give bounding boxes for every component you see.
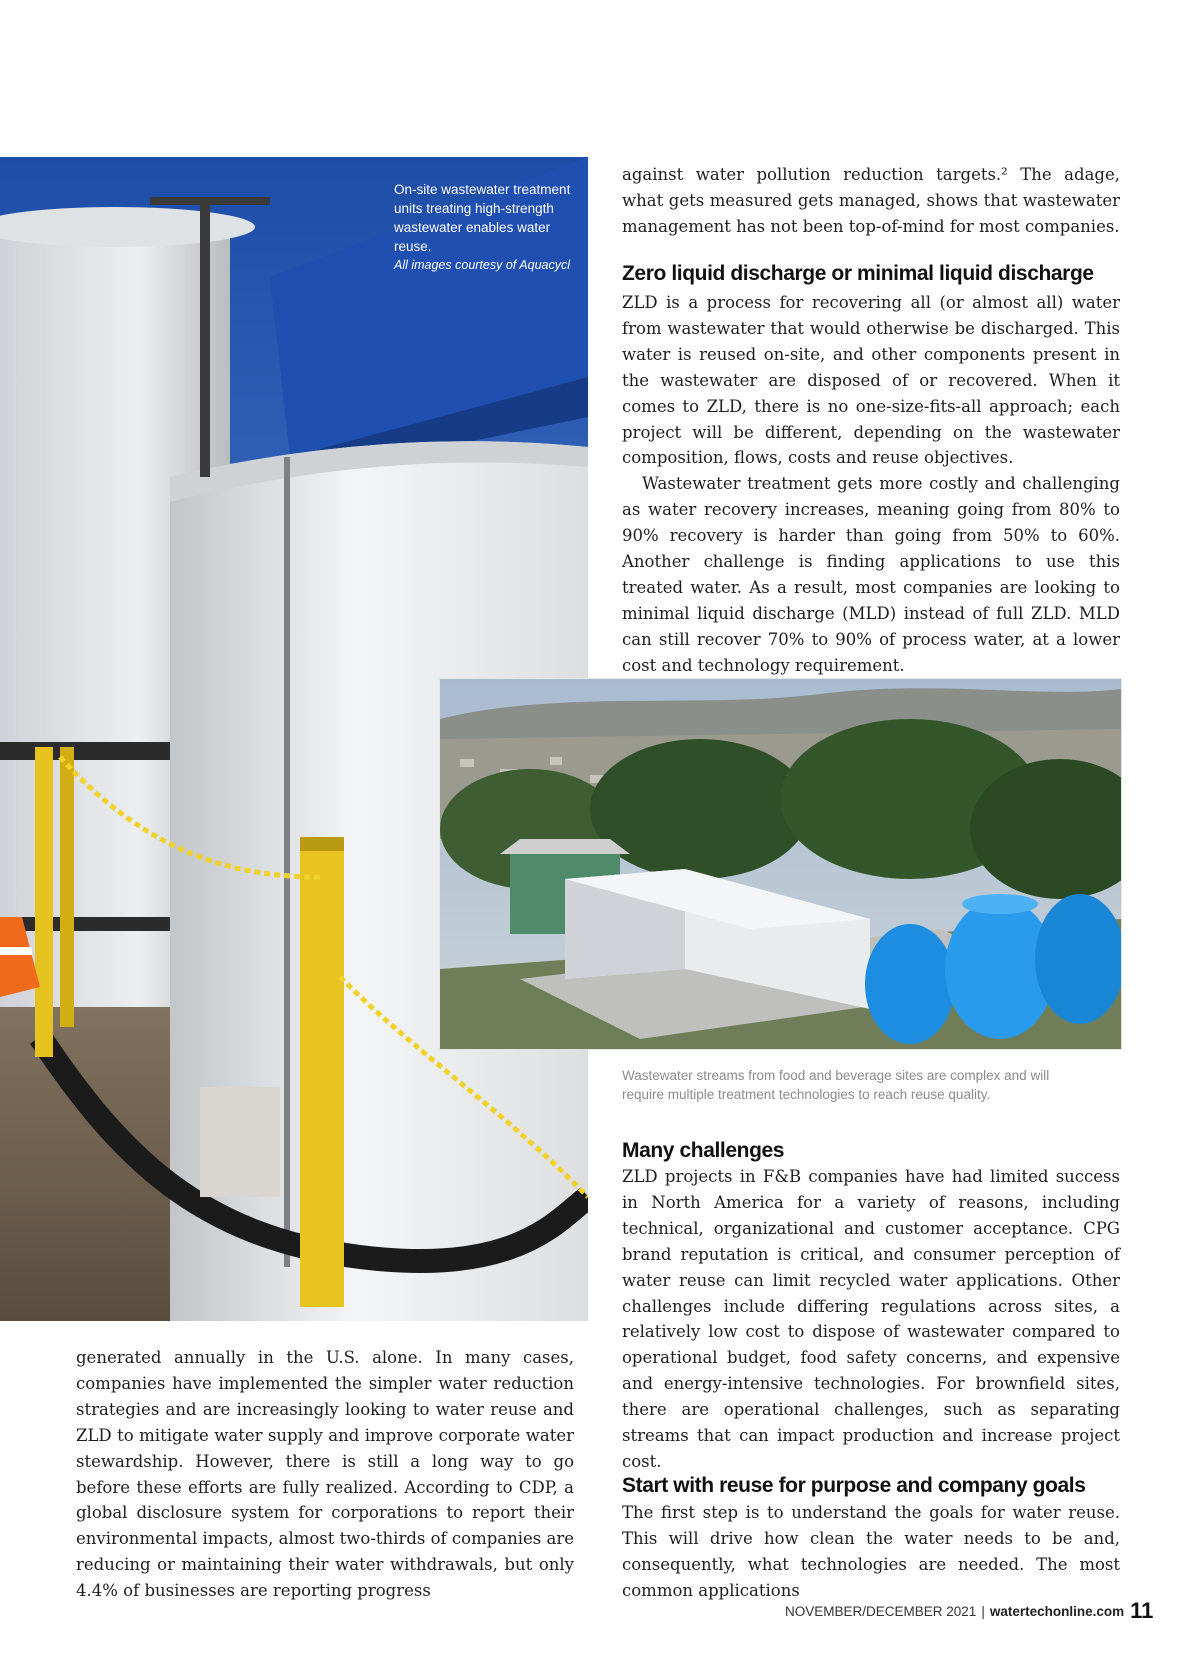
left-column <box>76 1345 574 1604</box>
footer-separator: | <box>981 1604 985 1619</box>
heading-start-with-reuse: Start with reuse for purpose and company goals <box>622 1474 1086 1497</box>
heading-many-challenges: Many challenges <box>622 1139 785 1162</box>
issue-date: NOVEMBER/DECEMBER 2021 <box>785 1604 977 1619</box>
caption-text: On-site wastewater treatment units treating high-strength wastewater enables water reuse. <box>394 182 571 254</box>
photo-caption-containers: Wastewater streams from food and beverage sites are complex and will require multiple treatment technologies to reach reuse quality. <box>622 1068 1050 1102</box>
zld-paragraph-1: ZLD is a process for recovering all (or almost all) water from wastewater that would otherwise be discharged. This water is reused on-site, and other components present in the wastewater are disposed of or recovered. When it comes to ZLD, there is no one-size-fits-all approach; each project will be different, depending on the wastewater composition, flows, costs and reuse objectives. <box>622 293 1120 468</box>
start-section <box>622 1500 1120 1604</box>
photo-caption-tanks <box>394 180 574 275</box>
challenges-section <box>622 1164 1120 1475</box>
start-paragraph-1: The first step is to understand the goals for water reuse. This will drive how clean the water needs to be and, consequently, what technologies are needed. The most common applications <box>622 1503 1120 1600</box>
containers-illustration <box>440 679 1121 1049</box>
zld-section <box>622 290 1120 679</box>
site-link[interactable]: watertechonline.com <box>989 1604 1125 1619</box>
heading-zld: Zero liquid discharge or minimal liquid discharge <box>622 262 1094 285</box>
challenges-paragraph-1: ZLD projects in F&B companies have had limited success in North America for a variety of reasons, including technical, organizational and customer acceptance. CPG brand reputation is critical, and consumer perception of water reuse can limit recycled water applications. Other challenges include differing regulations across sites, a relatively low cost to dispose of wastewater compared to operational budget, food safety concerns, and expensive and energy-intensive technologies. For brownfield sites, there are operational challenges, such as separating streams that can impact production and increase project cost. <box>622 1167 1120 1471</box>
left-column-paragraph: generated annually in the U.S. alone. In many cases, companies have implemented the simpler water reduction strategies and are increasingly looking to water reuse and ZLD to mitigate water supply and improve corporate water stewardship. However, there is still a long way to go before these efforts are fully realized. According to CDP, a global disclosure system for corporations to report their environmental impacts, almost two-thirds of companies are reducing or maintaining their water withdrawals, but only 4.4% of businesses are reporting progress <box>76 1348 574 1601</box>
intro-paragraph: against water pollution reduction targets.² The adage, what gets measured gets managed, shows that wastewater management has not been top-of-mind for most companies. <box>622 165 1120 236</box>
photo-treatment-containers <box>439 678 1122 1050</box>
page-footer <box>785 1598 1154 1624</box>
photo-credit: All images courtesy of Aquacycl <box>394 258 571 272</box>
page-number: 11 <box>1130 1598 1154 1623</box>
zld-paragraph-2: Wastewater treatment gets more costly and challenging as water recovery increases, meaning going from 80% to 90% recovery is harder than going from 50% to 60%. Another challenge is finding applications to use this treated water. As a result, most companies are looking to minimal liquid discharge (MLD) instead of full ZLD. MLD can still recover 70% to 90% of process water, at a lower cost and technology requirement. <box>622 474 1120 675</box>
right-column-top <box>622 162 1120 240</box>
